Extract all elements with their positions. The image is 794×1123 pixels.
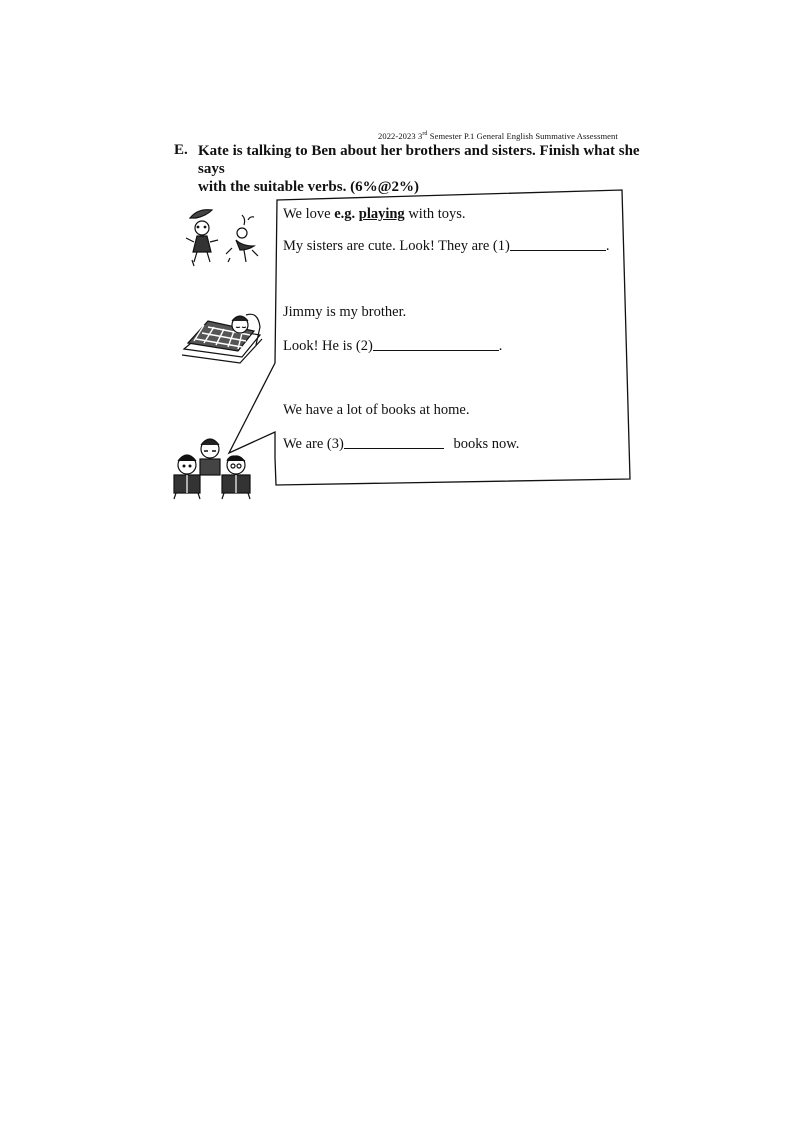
sleeping-boy-icon	[180, 305, 265, 367]
answer-blank-2[interactable]	[373, 349, 499, 351]
reading-children-icon	[170, 435, 260, 500]
line-1-end: with toys.	[408, 206, 466, 222]
dancing-girls-icon	[182, 200, 262, 275]
bubble-line-4	[283, 338, 502, 355]
answer-blank-3[interactable]	[344, 447, 444, 449]
bubble-line-2	[283, 238, 609, 255]
question-line-1: Kate is talking to Ben about her brothers and sisters. Finish what she says	[198, 143, 640, 177]
line-1-start: We love	[283, 206, 331, 222]
example-answer: playing	[358, 206, 405, 222]
line-6-start: We are (3)	[283, 436, 344, 452]
line-2-text: My sisters are cute. Look! They are (1)	[283, 238, 510, 254]
header-years: 2022-2023	[378, 131, 416, 141]
question-line-2: with the suitable verbs. (6%@2%)	[198, 179, 420, 195]
question-letter: E.	[174, 142, 188, 158]
example-label: e.g.	[334, 206, 356, 222]
bubble-line-6	[283, 436, 519, 453]
bubble-line-5	[283, 402, 469, 419]
header-title: Semester P.1 General English Summative Assessment	[429, 131, 618, 141]
answer-blank-1[interactable]	[510, 249, 606, 251]
header-semester-number: 3	[417, 131, 423, 141]
header-semester-suffix: rd	[422, 131, 428, 138]
line-6-end: books now.	[453, 436, 520, 452]
line-2-period: .	[605, 238, 610, 254]
line-4-period: .	[498, 338, 503, 354]
line-4-text: Look! He is (2)	[283, 338, 373, 354]
bubble-line-3	[283, 304, 406, 321]
line-5-text: We have a lot of books at home.	[283, 402, 470, 418]
bubble-line-1	[283, 206, 466, 223]
line-3-text: Jimmy is my brother.	[283, 304, 407, 320]
